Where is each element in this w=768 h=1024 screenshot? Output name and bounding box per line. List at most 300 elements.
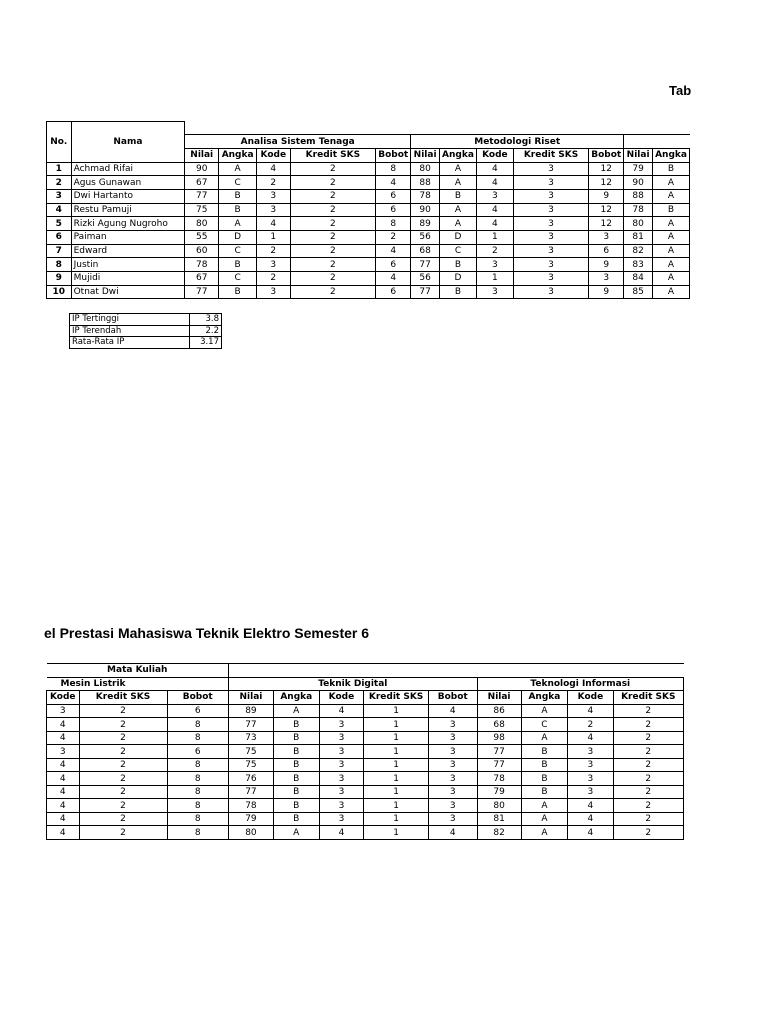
grade-cell: B [273,785,319,799]
row-number: 4 [47,203,72,217]
grade-cell: 3 [428,745,477,759]
header-mata-kuliah: Mata Kuliah [47,664,229,678]
grade-cell: 4 [47,826,80,840]
sub-header-cell: Kode [47,691,80,705]
grade-cell: 6 [376,285,411,299]
grade-cell: C [440,244,477,258]
grade-cell: 2 [290,176,376,190]
grade-cell: 2 [290,272,376,286]
grade-cell: 4 [476,176,513,190]
grade-cell: 4 [47,799,80,813]
grade-cell: 78 [477,772,521,786]
sub-header-cell: Kode [257,148,291,162]
grade-cell: B [653,203,690,217]
grade-cell: 3 [428,812,477,826]
grade-cell: 4 [476,217,513,231]
grade-cell: 4 [476,203,513,217]
table-row [47,189,690,203]
grade-cell: 3 [428,758,477,772]
table-row [47,799,684,813]
sub-header-cell: Angka [653,148,690,162]
grade-cell: 78 [229,799,274,813]
row-number: 3 [47,189,72,203]
col-header-no: No. [47,122,72,163]
grade-cell: 2 [613,758,683,772]
ip-summary-row [70,337,222,349]
grade-cell: A [440,176,477,190]
grade-cell: 4 [257,162,291,176]
grade-cell: 2 [290,258,376,272]
grade-cell: A [521,731,568,745]
student-name: Justin [71,258,185,272]
grade-cell: B [273,772,319,786]
grade-cell: B [440,189,477,203]
grade-cell: 4 [319,826,364,840]
grade-cell: 8 [167,785,229,799]
grade-cell: A [273,826,319,840]
grade-cell: 2 [79,704,167,718]
grade-cell: 2 [613,704,683,718]
grade-cell: 3 [513,258,588,272]
grade-cell: 77 [411,285,440,299]
sub-header-cell: Kode [476,148,513,162]
grade-cell: 1 [364,812,429,826]
grade-cell: 56 [411,272,440,286]
grade-cell: 3 [568,772,613,786]
grade-cell: B [273,758,319,772]
grade-cell: 86 [477,704,521,718]
grade-cell: 2 [257,244,291,258]
grade-cell: B [521,758,568,772]
grade-cell: 2 [79,812,167,826]
grade-cell: 2 [79,799,167,813]
grade-cell: A [653,231,690,245]
grade-cell: 2 [290,189,376,203]
grade-cell: 2 [79,826,167,840]
grade-cell: B [521,772,568,786]
sub-header-cell: Bobot [376,148,411,162]
grade-cell: 4 [319,704,364,718]
grade-cell: 12 [589,217,624,231]
sub-header-cell: Kredit SKS [79,691,167,705]
grade-cell: 3 [513,231,588,245]
grade-cell: 85 [624,285,653,299]
sub-header-cell: Nilai [624,148,653,162]
grade-cell: 2 [79,758,167,772]
grade-cell: 3 [319,812,364,826]
grade-cell: 3 [513,285,588,299]
grade-cell: 3 [319,718,364,732]
student-name: Mujidi [71,272,185,286]
grade-cell: 1 [364,731,429,745]
grade-cell: B [273,745,319,759]
student-name: Restu Pamuji [71,203,185,217]
ip-summary-table [69,313,222,349]
grade-cell: 67 [185,176,219,190]
table-row [47,176,690,190]
course-header-teknologi-informasi: Teknologi Informasi [477,677,683,691]
grade-cell: 3 [568,745,613,759]
grade-cell: 3 [513,244,588,258]
student-name: Agus Gunawan [71,176,185,190]
grade-cell: 2 [613,745,683,759]
grade-cell: 77 [185,189,219,203]
grade-cell: 79 [229,812,274,826]
sub-header-cell: Nilai [411,148,440,162]
col-header-nama: Nama [71,122,185,163]
grade-cell: 8 [167,799,229,813]
grade-cell: 88 [411,176,440,190]
grades-table-part2 [46,663,684,840]
grade-cell: 80 [477,799,521,813]
grade-cell: B [219,203,257,217]
table-row [47,285,690,299]
grade-cell: C [521,718,568,732]
grade-cell: 89 [411,217,440,231]
grade-cell: 3 [47,745,80,759]
grade-cell: 4 [47,812,80,826]
grade-cell: 81 [477,812,521,826]
grade-cell: 2 [613,799,683,813]
grade-cell: A [653,285,690,299]
grade-cell: 88 [624,189,653,203]
grade-cell: D [440,272,477,286]
grade-cell: 80 [411,162,440,176]
grade-cell: 1 [364,745,429,759]
ip-value: 3.8 [190,314,222,326]
grade-cell: 1 [364,826,429,840]
grade-cell: A [521,812,568,826]
grade-cell: 6 [167,745,229,759]
grade-cell: B [653,162,690,176]
grade-cell: 2 [290,217,376,231]
grade-cell: 4 [376,176,411,190]
table-row [47,745,684,759]
row-number: 2 [47,176,72,190]
grade-cell: 2 [290,203,376,217]
grade-cell: 75 [229,745,274,759]
grade-cell: 3 [568,785,613,799]
grade-cell: 68 [411,244,440,258]
grade-cell: 3 [47,704,80,718]
table-row [47,718,684,732]
grade-cell: A [653,217,690,231]
grade-cell: 12 [589,203,624,217]
page2-title-fragment: el Prestasi Mahasiswa Teknik Elektro Semester 6 [44,625,370,641]
student-name: Dwi Hartanto [71,189,185,203]
row-number: 6 [47,231,72,245]
grade-cell: 6 [376,189,411,203]
header-spacer [185,122,690,135]
grade-cell: 1 [476,272,513,286]
grade-cell: 1 [364,772,429,786]
grade-cell: A [653,244,690,258]
grade-cell: D [219,231,257,245]
grade-cell: 3 [319,731,364,745]
grade-cell: 3 [257,285,291,299]
grade-cell: 3 [428,772,477,786]
grade-cell: 8 [376,162,411,176]
table-row [47,162,690,176]
grade-cell: 2 [290,285,376,299]
grade-cell: 8 [167,731,229,745]
grade-cell: B [219,189,257,203]
page1-title-fragment: Tab [669,83,692,98]
grade-cell: 67 [185,272,219,286]
grade-cell: 3 [513,162,588,176]
table-row [47,231,690,245]
ip-summary-row [70,325,222,337]
grade-cell: 2 [79,718,167,732]
sub-header-cell: Kode [568,691,613,705]
course-header-mesin-listrik: Mesin Listrik [47,677,229,691]
grade-cell: B [273,718,319,732]
grade-cell: 3 [513,176,588,190]
sub-header-cell: Kredit SKS [364,691,429,705]
grade-cell: 4 [568,799,613,813]
grade-cell: 4 [568,812,613,826]
row-number: 10 [47,285,72,299]
grade-cell: 4 [568,826,613,840]
grade-cell: 1 [257,231,291,245]
grade-cell: B [521,745,568,759]
grade-cell: B [440,285,477,299]
grade-cell: 78 [624,203,653,217]
grade-cell: 2 [613,772,683,786]
grade-cell: 2 [257,176,291,190]
grade-cell: B [219,258,257,272]
grade-cell: 4 [47,718,80,732]
grade-cell: 78 [185,258,219,272]
grade-cell: 79 [477,785,521,799]
grade-cell: 2 [79,772,167,786]
grade-cell: 3 [257,189,291,203]
grade-cell: A [521,826,568,840]
grade-cell: 83 [624,258,653,272]
grade-cell: 1 [364,704,429,718]
grade-cell: B [273,731,319,745]
student-name: Otnat Dwi [71,285,185,299]
ip-label: IP Terendah [70,325,190,337]
table-row [47,826,684,840]
table-row [47,217,690,231]
ip-label: Rata-Rata IP [70,337,190,349]
grade-cell: 2 [79,731,167,745]
grade-cell: 81 [624,231,653,245]
grade-cell: C [219,176,257,190]
grade-cell: 75 [229,758,274,772]
grade-cell: 80 [185,217,219,231]
grade-cell: 2 [290,244,376,258]
grade-cell: 2 [79,785,167,799]
grade-cell: 1 [364,799,429,813]
ip-value: 2.2 [190,325,222,337]
course-header-partial [624,135,690,149]
table-row [47,272,690,286]
grade-cell: 82 [624,244,653,258]
sub-header-cell: Kredit SKS [613,691,683,705]
header-spacer-2 [229,664,684,678]
grade-cell: B [521,785,568,799]
grade-cell: A [521,799,568,813]
grade-cell: 90 [411,203,440,217]
grade-cell: 77 [185,285,219,299]
sub-header-cell: Kode [319,691,364,705]
sub-header-cell: Nilai [185,148,219,162]
grade-cell: 3 [319,772,364,786]
grade-cell: 3 [589,272,624,286]
grade-cell: D [440,231,477,245]
grade-cell: 3 [513,217,588,231]
grade-cell: 6 [376,258,411,272]
grade-cell: 98 [477,731,521,745]
grade-cell: B [273,812,319,826]
grade-cell: 3 [428,718,477,732]
table-row [47,772,684,786]
grade-cell: C [219,244,257,258]
grade-cell: 2 [290,162,376,176]
grade-cell: 8 [376,217,411,231]
grade-cell: 80 [229,826,274,840]
grade-cell: A [440,217,477,231]
grade-cell: 8 [167,758,229,772]
grade-cell: B [219,285,257,299]
sub-header-cell: Angka [521,691,568,705]
grade-cell: 80 [624,217,653,231]
grade-cell: 9 [589,258,624,272]
grade-cell: 1 [364,718,429,732]
grade-cell: 3 [428,731,477,745]
grade-cell: A [219,217,257,231]
grade-cell: 3 [428,799,477,813]
grade-cell: 8 [167,826,229,840]
grade-cell: A [440,203,477,217]
grade-cell: B [440,258,477,272]
grade-cell: 84 [624,272,653,286]
table-row [47,704,684,718]
grade-cell: B [273,799,319,813]
grade-cell: 3 [513,189,588,203]
student-name: Achmad Rifai [71,162,185,176]
grade-cell: 2 [613,826,683,840]
row-number: 7 [47,244,72,258]
sub-header-cell: Angka [219,148,257,162]
grade-cell: 4 [47,772,80,786]
grade-cell: 3 [476,258,513,272]
grade-cell: 2 [257,272,291,286]
grade-cell: 2 [290,231,376,245]
table-row [47,785,684,799]
grade-cell: 4 [47,758,80,772]
grade-cell: 4 [476,162,513,176]
sub-header-cell: Bobot [589,148,624,162]
grade-cell: 8 [167,812,229,826]
grade-cell: 75 [185,203,219,217]
grade-cell: 2 [79,745,167,759]
grade-cell: 8 [167,718,229,732]
grade-cell: 1 [364,758,429,772]
grade-cell: 56 [411,231,440,245]
sub-header-cell: Nilai [229,691,274,705]
grade-cell: 78 [411,189,440,203]
grade-cell: 3 [589,231,624,245]
sub-header-cell: Angka [273,691,319,705]
grade-cell: A [273,704,319,718]
grade-cell: 4 [568,731,613,745]
grade-cell: 2 [376,231,411,245]
grade-cell: 73 [229,731,274,745]
grade-cell: 3 [476,189,513,203]
student-name: Paiman [71,231,185,245]
grade-cell: 9 [589,285,624,299]
grades-table-part1 [46,121,690,299]
grade-cell: C [219,272,257,286]
grade-cell: 3 [319,745,364,759]
grade-cell: 77 [229,718,274,732]
grade-cell: 3 [476,285,513,299]
grade-cell: 2 [613,731,683,745]
grade-cell: 4 [428,826,477,840]
ip-summary-row [70,314,222,326]
sub-header-cell: Bobot [428,691,477,705]
grade-cell: 3 [319,799,364,813]
grade-cell: 77 [411,258,440,272]
sub-header-cell: Kredit SKS [513,148,588,162]
grade-cell: 3 [428,785,477,799]
grade-cell: 79 [624,162,653,176]
grade-cell: 55 [185,231,219,245]
grade-cell: 77 [229,785,274,799]
grade-cell: 4 [428,704,477,718]
grade-cell: 82 [477,826,521,840]
grade-cell: 6 [167,704,229,718]
table-row [47,203,690,217]
grade-cell: 60 [185,244,219,258]
grade-cell: 77 [477,745,521,759]
sub-header-cell: Kredit SKS [290,148,376,162]
table-row [47,244,690,258]
grade-cell: 2 [613,718,683,732]
grade-cell: 4 [47,785,80,799]
grade-cell: 1 [476,231,513,245]
course-header-analisa-sistem-tenaga: Analisa Sistem Tenaga [185,135,411,149]
table-row [47,731,684,745]
student-name: Edward [71,244,185,258]
grade-cell: 90 [185,162,219,176]
table-row [47,812,684,826]
ip-value: 3.17 [190,337,222,349]
grade-cell: 8 [167,772,229,786]
grade-cell: 2 [613,812,683,826]
grade-cell: 2 [476,244,513,258]
row-number: 5 [47,217,72,231]
grade-cell: 4 [568,704,613,718]
ip-label: IP Tertinggi [70,314,190,326]
grade-cell: A [653,176,690,190]
grade-cell: 12 [589,162,624,176]
grade-cell: 2 [568,718,613,732]
sub-header-cell: Angka [440,148,477,162]
grade-cell: 3 [257,203,291,217]
grade-cell: 90 [624,176,653,190]
grade-cell: 3 [319,785,364,799]
grade-cell: 4 [376,272,411,286]
grade-cell: 3 [513,272,588,286]
grade-cell: 68 [477,718,521,732]
grade-cell: 1 [364,785,429,799]
grade-cell: 6 [589,244,624,258]
grade-cell: A [219,162,257,176]
